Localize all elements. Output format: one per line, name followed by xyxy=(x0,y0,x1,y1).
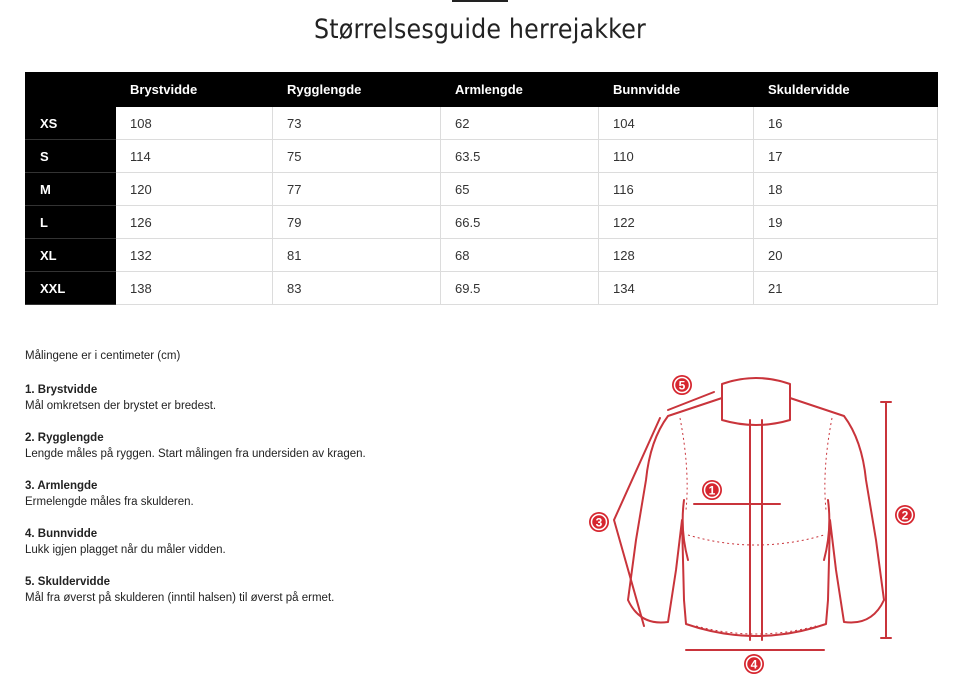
table-cell: 69.5 xyxy=(441,272,599,305)
table-cell: 81 xyxy=(273,239,441,272)
note-heading: 3. Armlengde xyxy=(25,480,98,492)
marker-label: 4 xyxy=(750,657,758,672)
table-cell: 63.5 xyxy=(441,140,599,173)
table-cell: 68 xyxy=(441,239,599,272)
table-cell: 65 xyxy=(441,173,599,206)
note-item-armlengde xyxy=(25,478,545,510)
table-row xyxy=(26,173,938,206)
note-item-brystvidde xyxy=(25,382,545,414)
size-label: XS xyxy=(26,107,116,140)
note-item-bunnvidde xyxy=(25,526,545,558)
table-cell: 110 xyxy=(599,140,754,173)
table-cell: 18 xyxy=(754,173,938,206)
table-cell: 66.5 xyxy=(441,206,599,239)
note-item-rygglengde xyxy=(25,430,545,462)
size-label: XL xyxy=(26,239,116,272)
note-text: Lengde måles på ryggen. Start målingen fra undersiden av kragen. xyxy=(25,448,366,460)
table-header-row xyxy=(26,73,938,107)
marker-2 xyxy=(895,505,915,525)
table-cell: 108 xyxy=(116,107,273,140)
page-title: Størrelsesguide herrejakker xyxy=(313,14,646,45)
marker-1 xyxy=(702,480,722,500)
marker-label: 1 xyxy=(708,483,716,498)
note-item-skuldervidde xyxy=(25,574,545,606)
table-cell: 17 xyxy=(754,140,938,173)
size-table xyxy=(25,72,938,305)
marker-3 xyxy=(589,512,609,532)
jacket-diagram xyxy=(580,368,920,680)
table-cell: 134 xyxy=(599,272,754,305)
note-text: Mål omkretsen der brystet er bredest. xyxy=(25,400,217,412)
unit-note: Målingene er i centimeter (cm) xyxy=(25,350,181,362)
table-row xyxy=(26,107,938,140)
table-cell: 20 xyxy=(754,239,938,272)
note-heading: 1. Brystvidde xyxy=(25,384,98,396)
note-heading: 2. Rygglengde xyxy=(25,432,104,444)
table-cell: 83 xyxy=(273,272,441,305)
table-row xyxy=(26,140,938,173)
table-cell: 104 xyxy=(599,107,754,140)
table-cell: 128 xyxy=(599,239,754,272)
marker-label: 3 xyxy=(595,515,603,530)
table-cell: 114 xyxy=(116,140,273,173)
header-cell-armlengde: Armlengde xyxy=(441,73,599,107)
note-text: Mål fra øverst på skulderen (inntil halsen) til øverst på ermet. xyxy=(25,592,335,604)
table-cell: 73 xyxy=(273,107,441,140)
table-cell: 75 xyxy=(273,140,441,173)
marker-4 xyxy=(744,654,764,674)
size-label: L xyxy=(26,206,116,239)
table-row xyxy=(26,206,938,239)
table-row xyxy=(26,239,938,272)
marker-5 xyxy=(672,375,692,395)
size-label: M xyxy=(26,173,116,206)
note-heading: 4. Bunnvidde xyxy=(25,528,98,540)
marker-label: 2 xyxy=(901,508,909,523)
size-label: XXL xyxy=(26,272,116,305)
header-cell-brystvidde: Brystvidde xyxy=(116,73,273,107)
note-text: Ermelengde måles fra skulderen. xyxy=(25,496,194,508)
jacket-outline xyxy=(628,378,884,640)
header-cell-size xyxy=(26,73,116,107)
table-cell: 77 xyxy=(273,173,441,206)
table-row xyxy=(26,272,938,305)
note-heading: 5. Skuldervidde xyxy=(25,576,111,588)
marker-label: 5 xyxy=(678,378,686,393)
measure-lines xyxy=(614,392,891,650)
table-cell: 16 xyxy=(754,107,938,140)
table-cell: 132 xyxy=(116,239,273,272)
top-divider xyxy=(452,0,508,2)
table-cell: 138 xyxy=(116,272,273,305)
table-cell: 19 xyxy=(754,206,938,239)
header-cell-rygglengde: Rygglengde xyxy=(273,73,441,107)
header-cell-bunnvidde: Bunnvidde xyxy=(599,73,754,107)
table-cell: 122 xyxy=(599,206,754,239)
table-cell: 21 xyxy=(754,272,938,305)
table-cell: 116 xyxy=(599,173,754,206)
note-text: Lukk igjen plagget når du måler vidden. xyxy=(25,544,226,556)
size-label: S xyxy=(26,140,116,173)
measurement-notes xyxy=(25,350,545,622)
table-cell: 126 xyxy=(116,206,273,239)
table-cell: 120 xyxy=(116,173,273,206)
table-cell: 62 xyxy=(441,107,599,140)
jacket-stitching xyxy=(680,418,832,634)
table-cell: 79 xyxy=(273,206,441,239)
header-cell-skuldervidde: Skuldervidde xyxy=(754,73,938,107)
